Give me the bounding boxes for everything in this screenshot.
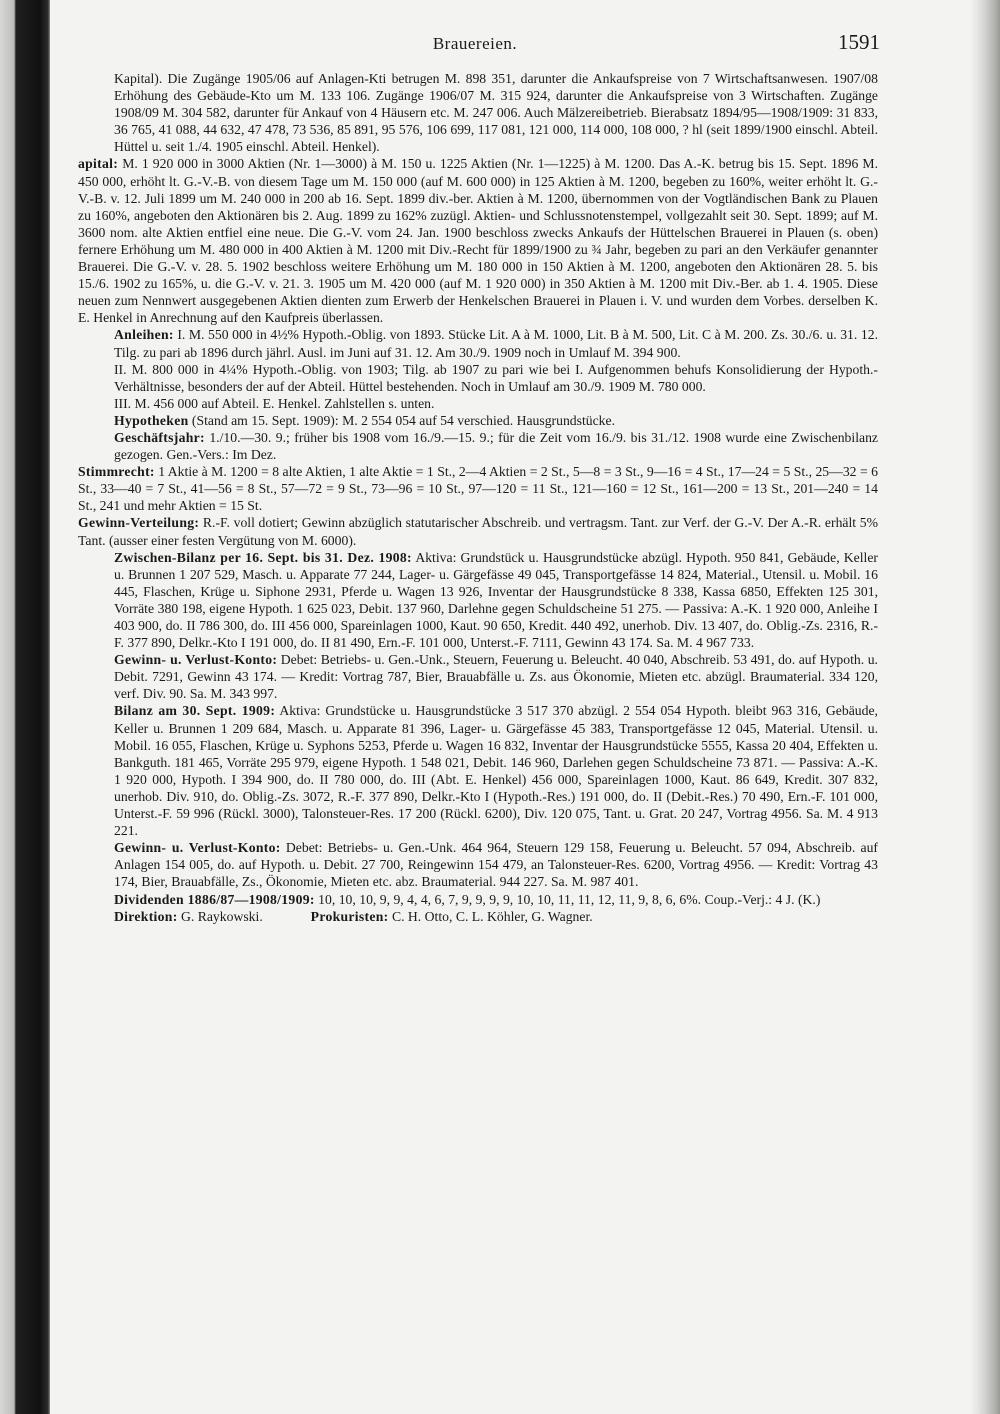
label-prokuristen: Prokuristen: [310,908,389,924]
label-hypotheken: Hypotheken [114,412,189,428]
label-geschaeftsjahr: Geschäftsjahr: [114,429,205,445]
label-direktion: Direktion: [114,908,178,924]
paragraph-zwischen-bilanz: Zwischen-Bilanz per 16. Sept. bis 31. Dez. 1908: Aktiva: Grundstück u. Hausgrundstücke abzügl. Hypoth. 950 841, Gebäude, Keller u. Brunnen 1 207 529, Masch. u. Apparate 77 244, Lager- u. Gärgefässe 49 045, Transportgefässe 14 824, Material., Utensil. u. Mobil. 16 445, Flaschen, Krüge u. Siphone 2931, Pferde u. Wagen 13 926, Inventar der Hausgrundstücke 8 338, Kassa 6850, Effekten 125 301, Vorräte 380 198, eigene Hypoth. 1 625 023, Debit. 137 960, Darlehne gegen Schuldscheine 51 275. — Passiva: A.-K. 1 920 000, Anleihe I 403 900, do. II 786 300, do. III 456 000, Spareinlagen 1000, Kaut. 90 650, Kredit. 440 492, unerhob. Div. 13 407, do. Oblig.-Zs. 2316, R.-F. 377 890, Delkr.-Kto I 191 000, do. II 81 490, Ern.-F. 101 000, Unterst.-F. 7111, Gewinn 43 174. Sa. M. 4 967 733. [114,549,878,651]
paragraph-gv-konto-2: Gewinn- u. Verlust-Konto: Debet: Betriebs- u. Gen.-Unk. 464 964, Steuern 129 158, Feuerung u. Beleucht. 57 094, Abschreib. auf Anlagen 154 005, do. auf Hypoth. u. Debit. 27 700, Reingewinn 154 479, an Talonsteuer-Res. 6200, Vortrag 4956. — Kredit: Vortrag 43 174, Bier, Brauabfälle, Zs., Ökonomie, Mieten etc. abz. Braumaterial. 944 227. Sa. M. 987 401. [114,840,878,890]
paragraph-gewinn-verteilung: Gewinn-Verteilung: R.-F. voll dotiert; Gewinn abzüglich statutarischer Abschreib. und vertragsm. Tant. zur Verf. der G.-V. Der A.-R. erhält 5% Tant. (ausser einer festen Vergütung von M. 6000). [78,515,878,548]
paragraph-bilanz: Bilanz am 30. Sept. 1909: Aktiva: Grundstücke u. Hausgrundstücke 3 517 370 abzügl. 2 554 054 Hypoth. bleibt 963 316, Gebäude, Keller u. Brunnen 1 209 684, Masch. u. Apparate 81 396, Lager- u. Gärgefässe 45 383, Transportgefässe 12 045, Material. Utensil. u. Mobil. 16 055, Flaschen, Krüge u. Syphons 5253, Pferde u. Wagen 16 832, Inventar der Hausgrundstücke 5555, Kassa 20 404, Effekten u. Bankguth. 181 465, Vorräte 295 979, eigene Hypoth. 1 548 021, Debit. 146 960, Darlehen gegen Schuldscheine 73 871. — Passiva: A.-K. 1 920 000, Hypoth. I 394 900, do. II 780 000, do. III (Abt. E. Henkel) 456 000, Spareinlagen 1000, Kaut. 86 649, Kredit. 307 832, unerhob. Div. 910, do. Oblig.-Zs. 3072, R.-F. 377 890, Delkr.-Kto I (Hypoth.-Res.) 191 000, do. II (Debit.-Res.) 70 490, Ern.-F. 101 000, Unterst.-F. 59 996 (Rückl. 3000), Talonsteuer-Res. 17 200 (Rückl. 6200), Div. 120 075, Tant. u. Grat. 20 247, Vortrag 4956. Sa. M. 4 913 221. [114,703,878,839]
label-stimmrecht: Stimmrecht: [78,464,155,480]
book-binding-left [0,0,50,1414]
paragraph-anleihe-3: III. M. 456 000 auf Abteil. E. Henkel. Zahlstellen s. unten. [114,395,435,411]
label-dividenden: Dividenden 1886/87—1908/1909: [114,891,315,907]
paragraph-anleihe-2: II. M. 800 000 in 4¼% Hypoth.-Oblig. von 1903; Tilg. ab 1907 zu pari wie bei I. Aufgenommen behufs Konsolidierung der Hypoth.-Verhältnisse, besonders der auf der Abteil. Hüttel bestehenden. Noch in Umlauf am 30./9. 1909 M. 780 000. [114,361,878,394]
paragraph-stimmrecht: Stimmrecht: 1 Aktie à M. 1200 = 8 alte Aktien, 1 alte Aktie = 1 St., 2—4 Aktien = 2 St., 5—8 = 3 St., 9—16 = 4 St., 17—24 = 5 St., 25—32 = 6 St., 33—40 = 7 St., 41—56 = 8 St., 57—72 = 9 St., 73—96 = 10 St., 97—120 = 11 St., 121—160 = 12 St., 161—200 = 13 St., 201—240 = 14 St., 241 und mehr Aktien = 15 St. [78,464,878,514]
running-header: Brauereien. [432,34,518,53]
page-number: 1591 [838,30,880,54]
label-gv-konto-2: Gewinn- u. Verlust-Konto: [114,840,281,856]
book-binding-right [970,0,1000,1414]
label-anleihen: Anleihen: [114,327,174,343]
label-gv-konto-1: Gewinn- u. Verlust-Konto: [114,652,278,668]
paragraph-geschaeftsjahr: Geschäftsjahr: 1./10.—30. 9.; früher bis 1908 vom 16./9.—15. 9.; für die Zeit vom 16./9. bis 31./12. 1908 wurde eine Zwischenbilanz gezogen. Gen.-Vers.: Im Dez. [114,429,878,463]
label-zwischen-bilanz: Zwischen-Bilanz per 16. Sept. bis 31. Dez. 1908: [114,549,412,565]
paragraph-direktion: Direktion: G. Raykowski. Prokuristen: C. H. Otto, C. L. Köhler, G. Wagner. [114,908,593,924]
paragraph-gv-konto-1: Gewinn- u. Verlust-Konto: Debet: Betriebs- u. Gen.-Unk., Steuern, Feuerung u. Beleucht. 40 040, Abschreib. 53 491, do. auf Hypoth. u. Debit. 7291, Gewinn 43 174. — Kredit: Vortrag 787, Bier, Brauabfälle u. Zs. aus Ökonomie, Mieten etc. abzügl. Braumaterial. 334 120, verf. Div. 90. Sa. M. 343 997. [114,652,878,702]
paragraph-dividenden: Dividenden 1886/87—1908/1909: 10, 10, 10, 9, 9, 4, 4, 6, 7, 9, 9, 9, 9, 10, 10, 11, 11, 12, 11, 9, 8, 6, 6%. Coup.-Verj.: 4 J. (K.) [114,891,821,907]
paragraph-anleihen: Anleihen: I. M. 550 000 in 4½% Hypoth.-Oblig. von 1893. Stücke Lit. A à M. 1000, Lit. B à M. 500, Lit. C à M. 200. Zs. 30./6. u. 31. 12. Tilg. zu pari ab 1896 durch jährl. Ausl. im Juni auf 31. 12. Am 30./9. 1909 noch in Umlauf M. 394 900. [114,327,878,360]
label-kapital: apital: [78,156,119,172]
paragraph-kapital-cont: Kapital). Die Zugänge 1905/06 auf Anlagen-Kti betrugen M. 898 351, darunter die Ankaufspreise von 7 Wirtschaftsanwesen. 1907/08 Erhöhung des Gebäude-Kto um M. 133 106. Zugänge 1906/07 M. 315 924, darunter die Ankaufspreise von 3 Wirtschaften. Zugänge 1908/09 M. 304 582, darunter für Ankauf von 4 Häusern etc. M. 247 006. Auch Mälzereibetrieb. Bierabsatz 1894/95—1908/1909: 31 833, 36 765, 41 088, 44 632, 47 478, 73 536, 85 891, 95 576, 106 699, 117 081, 121 000, 114 000, 108 000, ? hl (seit 1899/1900 einschl. Abteil. Hüttel u. seit 1./4. 1905 einschl. Abteil. Henkel). [114,71,878,155]
paragraph-kapital: apital: M. 1 920 000 in 3000 Aktien (Nr. 1—3000) à M. 150 u. 1225 Aktien (Nr. 1—1225) à M. 1200. Das A.-K. betrug bis 15. Sept. 1896 M. 450 000, erhöht lt. G.-V.-B. von diesem Tage um M. 150 000 (auf M. 600 000) in 125 Aktien à M. 1200, begeben zu 160%, weiter erhöht lt. G.-V.-B. v. 12. Juli 1899 um M. 240 000 in 200 ab 16. Sept. 1899 div.-ber. Aktien à M. 1200, übernommen von der Vogtländischen Bank zu Plauen zu 160%, angeboten den Aktionären bis 2. Aug. 1899 zu 162% zuzügl. Aktien- und Schlussnotenstempel, vollgezahlt seit 30. Sept. 1899; auf M. 3600 nom. alte Aktien entfiel eine neue. Die G.-V. vom 24. Jan. 1900 beschloss zwecks Ankaufs der Hüttelschen Brauerei in Plauen (s. oben) fernere Erhöhung um M. 480 000 in 400 Aktien à M. 1200 mit Div.-Recht für 1899/1900 zu ¾ Jahr, begeben zu pari an den Verkäufer genannter Brauerei. Die G.-V. v. 28. 5. 1902 beschloss weitere Erhöhung um M. 180 000 in 150 Aktien à M. 1200, angeboten den Aktionären 28. 5. bis 15./6. 1902 zu 165%, u. die G.-V. v. 21. 3. 1905 um M. 420 000 (auf M. 1 920 000) in 350 Aktien à M. 1200 mit Div.-Ber. ab 1. 4. 1905. Diese neuen zum Nennwert ausgegebenen Aktien dienten zum Erwerb der Henkelschen Brauerei in Plauen i. V. und wurden dem Vorbes. derselben K. E. Henkel in Anrechnung auf den Kaufpreis überlassen. [78,156,878,326]
label-gewinn-verteilung: Gewinn-Verteilung: [78,515,200,531]
page-body [78,70,878,925]
label-bilanz: Bilanz am 30. Sept. 1909: [114,703,276,719]
paragraph-hypotheken: Hypotheken (Stand am 15. Sept. 1909): M. 2 554 054 auf 54 verschied. Hausgrundstücke. [114,412,616,428]
